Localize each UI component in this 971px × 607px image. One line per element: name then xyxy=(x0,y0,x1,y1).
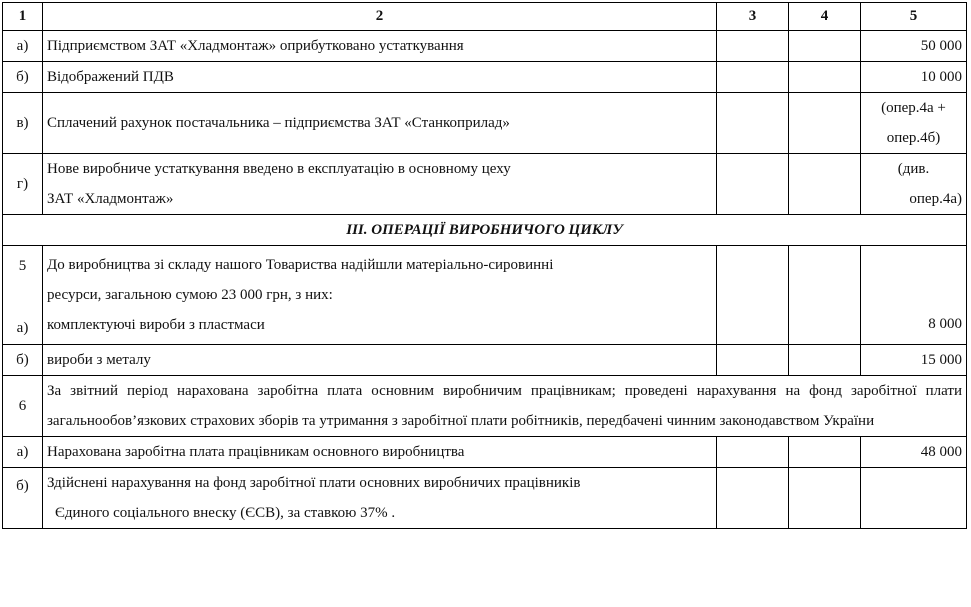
sub-item-letter: а) xyxy=(16,320,29,336)
row-amount xyxy=(861,468,967,529)
row-col-4 xyxy=(789,246,861,345)
table-row xyxy=(3,31,967,62)
row-col-3 xyxy=(717,154,789,215)
table-row xyxy=(3,376,967,437)
row-amount-reference xyxy=(861,154,967,215)
row-description: За звітний період нарахована заробітна плата основним виробничим працівникам; проведені нарахування на фонд заробітної плати загальнообов’язкових страхових зборів та утримання з заробітної плати робітників, передбачені чинним законодавством України xyxy=(43,376,967,437)
description-line-2: Єдиного соціального внеску (ЄСВ), за ставкою 37% . xyxy=(55,505,396,521)
row-col-3 xyxy=(717,93,789,154)
row-amount: 15 000 xyxy=(861,345,967,376)
row-col-3 xyxy=(717,437,789,468)
header-col-4: 4 xyxy=(789,3,861,31)
section-row xyxy=(3,215,967,246)
row-amount: 10 000 xyxy=(861,62,967,93)
row-description: Сплачений рахунок постачальника – підприємства ЗАТ «Станкоприлад» xyxy=(43,93,717,154)
row-col-3 xyxy=(717,31,789,62)
row-description: вироби з металу xyxy=(43,345,717,376)
operations-table xyxy=(2,2,967,529)
row-col-4 xyxy=(789,93,861,154)
row-col-3 xyxy=(717,62,789,93)
section-title: ІІІ. ОПЕРАЦІЇ ВИРОБНИЧОГО ЦИКЛУ xyxy=(3,215,967,246)
row-col-4 xyxy=(789,468,861,529)
row-description xyxy=(43,154,717,215)
amount-ref-line-2: опер.4б) xyxy=(886,130,941,146)
row-number: 6 xyxy=(3,376,43,437)
row-col-3 xyxy=(717,345,789,376)
row-number: в) xyxy=(3,93,43,154)
row-number: а) xyxy=(3,437,43,468)
description-line-1: До виробництва зі складу нашого Товариства надійшли матеріально-сировинні xyxy=(47,257,554,273)
header-row xyxy=(3,3,967,31)
amount-ref-line-1: (опер.4а + xyxy=(881,100,946,116)
table-row xyxy=(3,93,967,154)
header-col-1: 1 xyxy=(3,3,43,31)
row-col-4 xyxy=(789,62,861,93)
table-row xyxy=(3,468,967,529)
amount-ref-line-2: опер.4а) xyxy=(909,191,962,207)
row-col-3 xyxy=(717,468,789,529)
table-row xyxy=(3,62,967,93)
description-line-1: Здійснені нарахування на фонд заробітної плати основних виробничих працівників xyxy=(47,475,581,491)
header-col-2: 2 xyxy=(43,3,717,31)
table-row xyxy=(3,246,967,345)
row-amount: 50 000 xyxy=(861,31,967,62)
table-row xyxy=(3,437,967,468)
row-description: Відображений ПДВ xyxy=(43,62,717,93)
row-col-3 xyxy=(717,246,789,345)
description-line-2: ЗАТ «Хладмонтаж» xyxy=(47,191,174,207)
description-line-2: ресурси, загальною сумою 23 000 грн, з них: xyxy=(47,287,333,303)
row-number: б) xyxy=(3,345,43,376)
operation-number: 5 xyxy=(18,258,27,274)
row-description: Підприємством ЗАТ «Хладмонтаж» оприбутковано устаткування xyxy=(43,31,717,62)
row-number: г) xyxy=(3,154,43,215)
row-description: Нарахована заробітна плата працівникам основного виробництва xyxy=(43,437,717,468)
row-col-4 xyxy=(789,437,861,468)
row-number: б) xyxy=(3,468,43,529)
row-amount: 8 000 xyxy=(861,246,967,345)
amount-ref-line-1: (див. xyxy=(897,161,930,177)
row-amount: 48 000 xyxy=(861,437,967,468)
row-description xyxy=(43,468,717,529)
description-line-3: комплектуючі вироби з пластмаси xyxy=(47,317,265,333)
row-col-4 xyxy=(789,31,861,62)
table-row xyxy=(3,154,967,215)
header-col-3: 3 xyxy=(717,3,789,31)
row-number xyxy=(3,246,43,345)
row-number: б) xyxy=(3,62,43,93)
row-col-4 xyxy=(789,345,861,376)
row-description xyxy=(43,246,717,345)
row-number: а) xyxy=(3,31,43,62)
header-col-5: 5 xyxy=(861,3,967,31)
table-row xyxy=(3,345,967,376)
row-amount-reference xyxy=(861,93,967,154)
description-line-1: Нове виробниче устаткування введено в експлуатацію в основному цеху xyxy=(47,161,511,177)
row-col-4 xyxy=(789,154,861,215)
